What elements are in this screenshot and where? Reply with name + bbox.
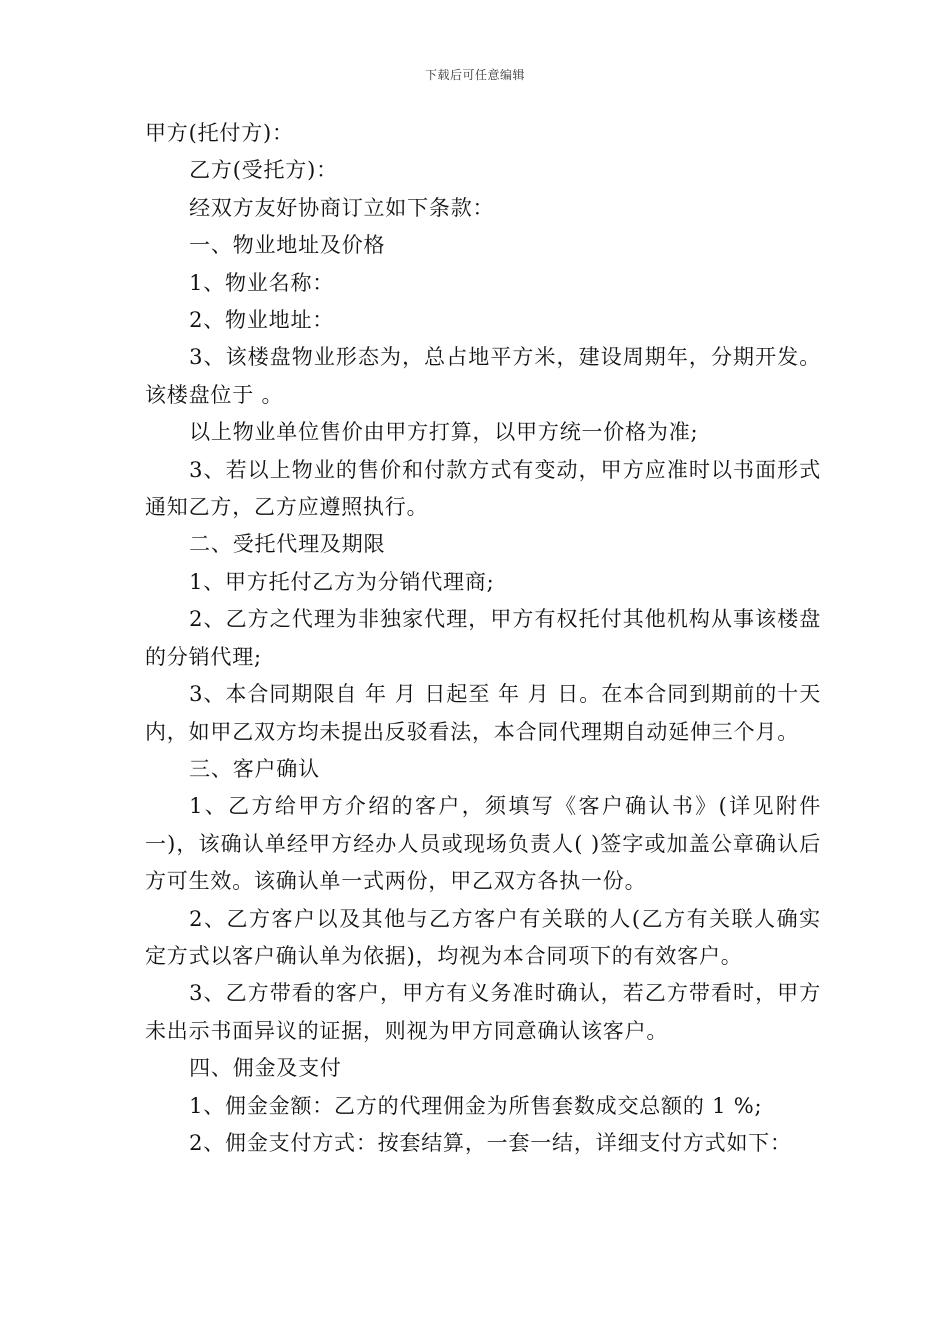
section-heading-1: 一、物业地址及价格 xyxy=(189,233,386,258)
clause-paragraph: 3、乙方带看的客户，甲方有义务准时确认，若乙方带看时，甲方未出示书面异议的证据，则视为甲方同意确认该客户。 xyxy=(145,981,821,1043)
clause-paragraph: 1、佣金金额：乙方的代理佣金为所售套数成交总额的 1 %; xyxy=(189,1093,763,1118)
clause-paragraph: 1、物业名称： xyxy=(189,270,335,295)
clause-paragraph: 1、甲方托付乙方为分销代理商; xyxy=(189,569,495,594)
clause-paragraph: 1、乙方给甲方介绍的客户，须填写《客户确认书》(详见附件一)，该确认单经甲方经办人员或现场负责人( )签字或加盖公章确认后方可生效。该确认单一式两份，甲乙双方各执一份。 xyxy=(145,794,821,894)
section-heading-3: 三、客户确认 xyxy=(189,756,320,781)
party-b-line: 乙方(受托方)： xyxy=(189,158,338,183)
clause-paragraph: 3、本合同期限自 年 月 日起至 年 月 日。在本合同到期前的十天内，如甲乙双方均未提出反驳看法，本合同代理期自动延伸三个月。 xyxy=(145,682,821,744)
section-heading-4: 四、佣金及支付 xyxy=(189,1056,342,1081)
clause-paragraph: 2、物业地址： xyxy=(189,308,335,333)
intro-paragraph: 经双方友好协商订立如下条款： xyxy=(189,195,495,220)
clause-paragraph: 以上物业单位售价由甲方打算，以甲方统一价格为准; xyxy=(189,420,699,445)
page-header-note: 下载后可任意编辑 xyxy=(424,68,525,82)
party-a-line: 甲方(托付方)： xyxy=(145,121,294,145)
clause-paragraph: 2、佣金支付方式：按套结算，一套一结，详细支付方式如下： xyxy=(189,1130,792,1155)
clause-paragraph: 3、若以上物业的售价和付款方式有变动，甲方应准时以书面形式通知乙方，乙方应遵照执行。 xyxy=(145,457,821,520)
clause-paragraph: 3、该楼盘物业形态为，总占地平方米，建设周期年，分期开发。该楼盘位于 。 xyxy=(145,345,821,407)
clause-paragraph: 2、乙方之代理为非独家代理，甲方有权托付其他机构从事该楼盘的分销代理; xyxy=(145,607,821,669)
clause-paragraph: 2、乙方客户以及其他与乙方客户有关联的人(乙方有关联人确实定方式以客户确认单为依据)，均视为本合同项下的有效客户。 xyxy=(145,906,821,968)
contract-body xyxy=(145,115,821,1162)
section-heading-2: 二、受托代理及期限 xyxy=(189,532,386,557)
